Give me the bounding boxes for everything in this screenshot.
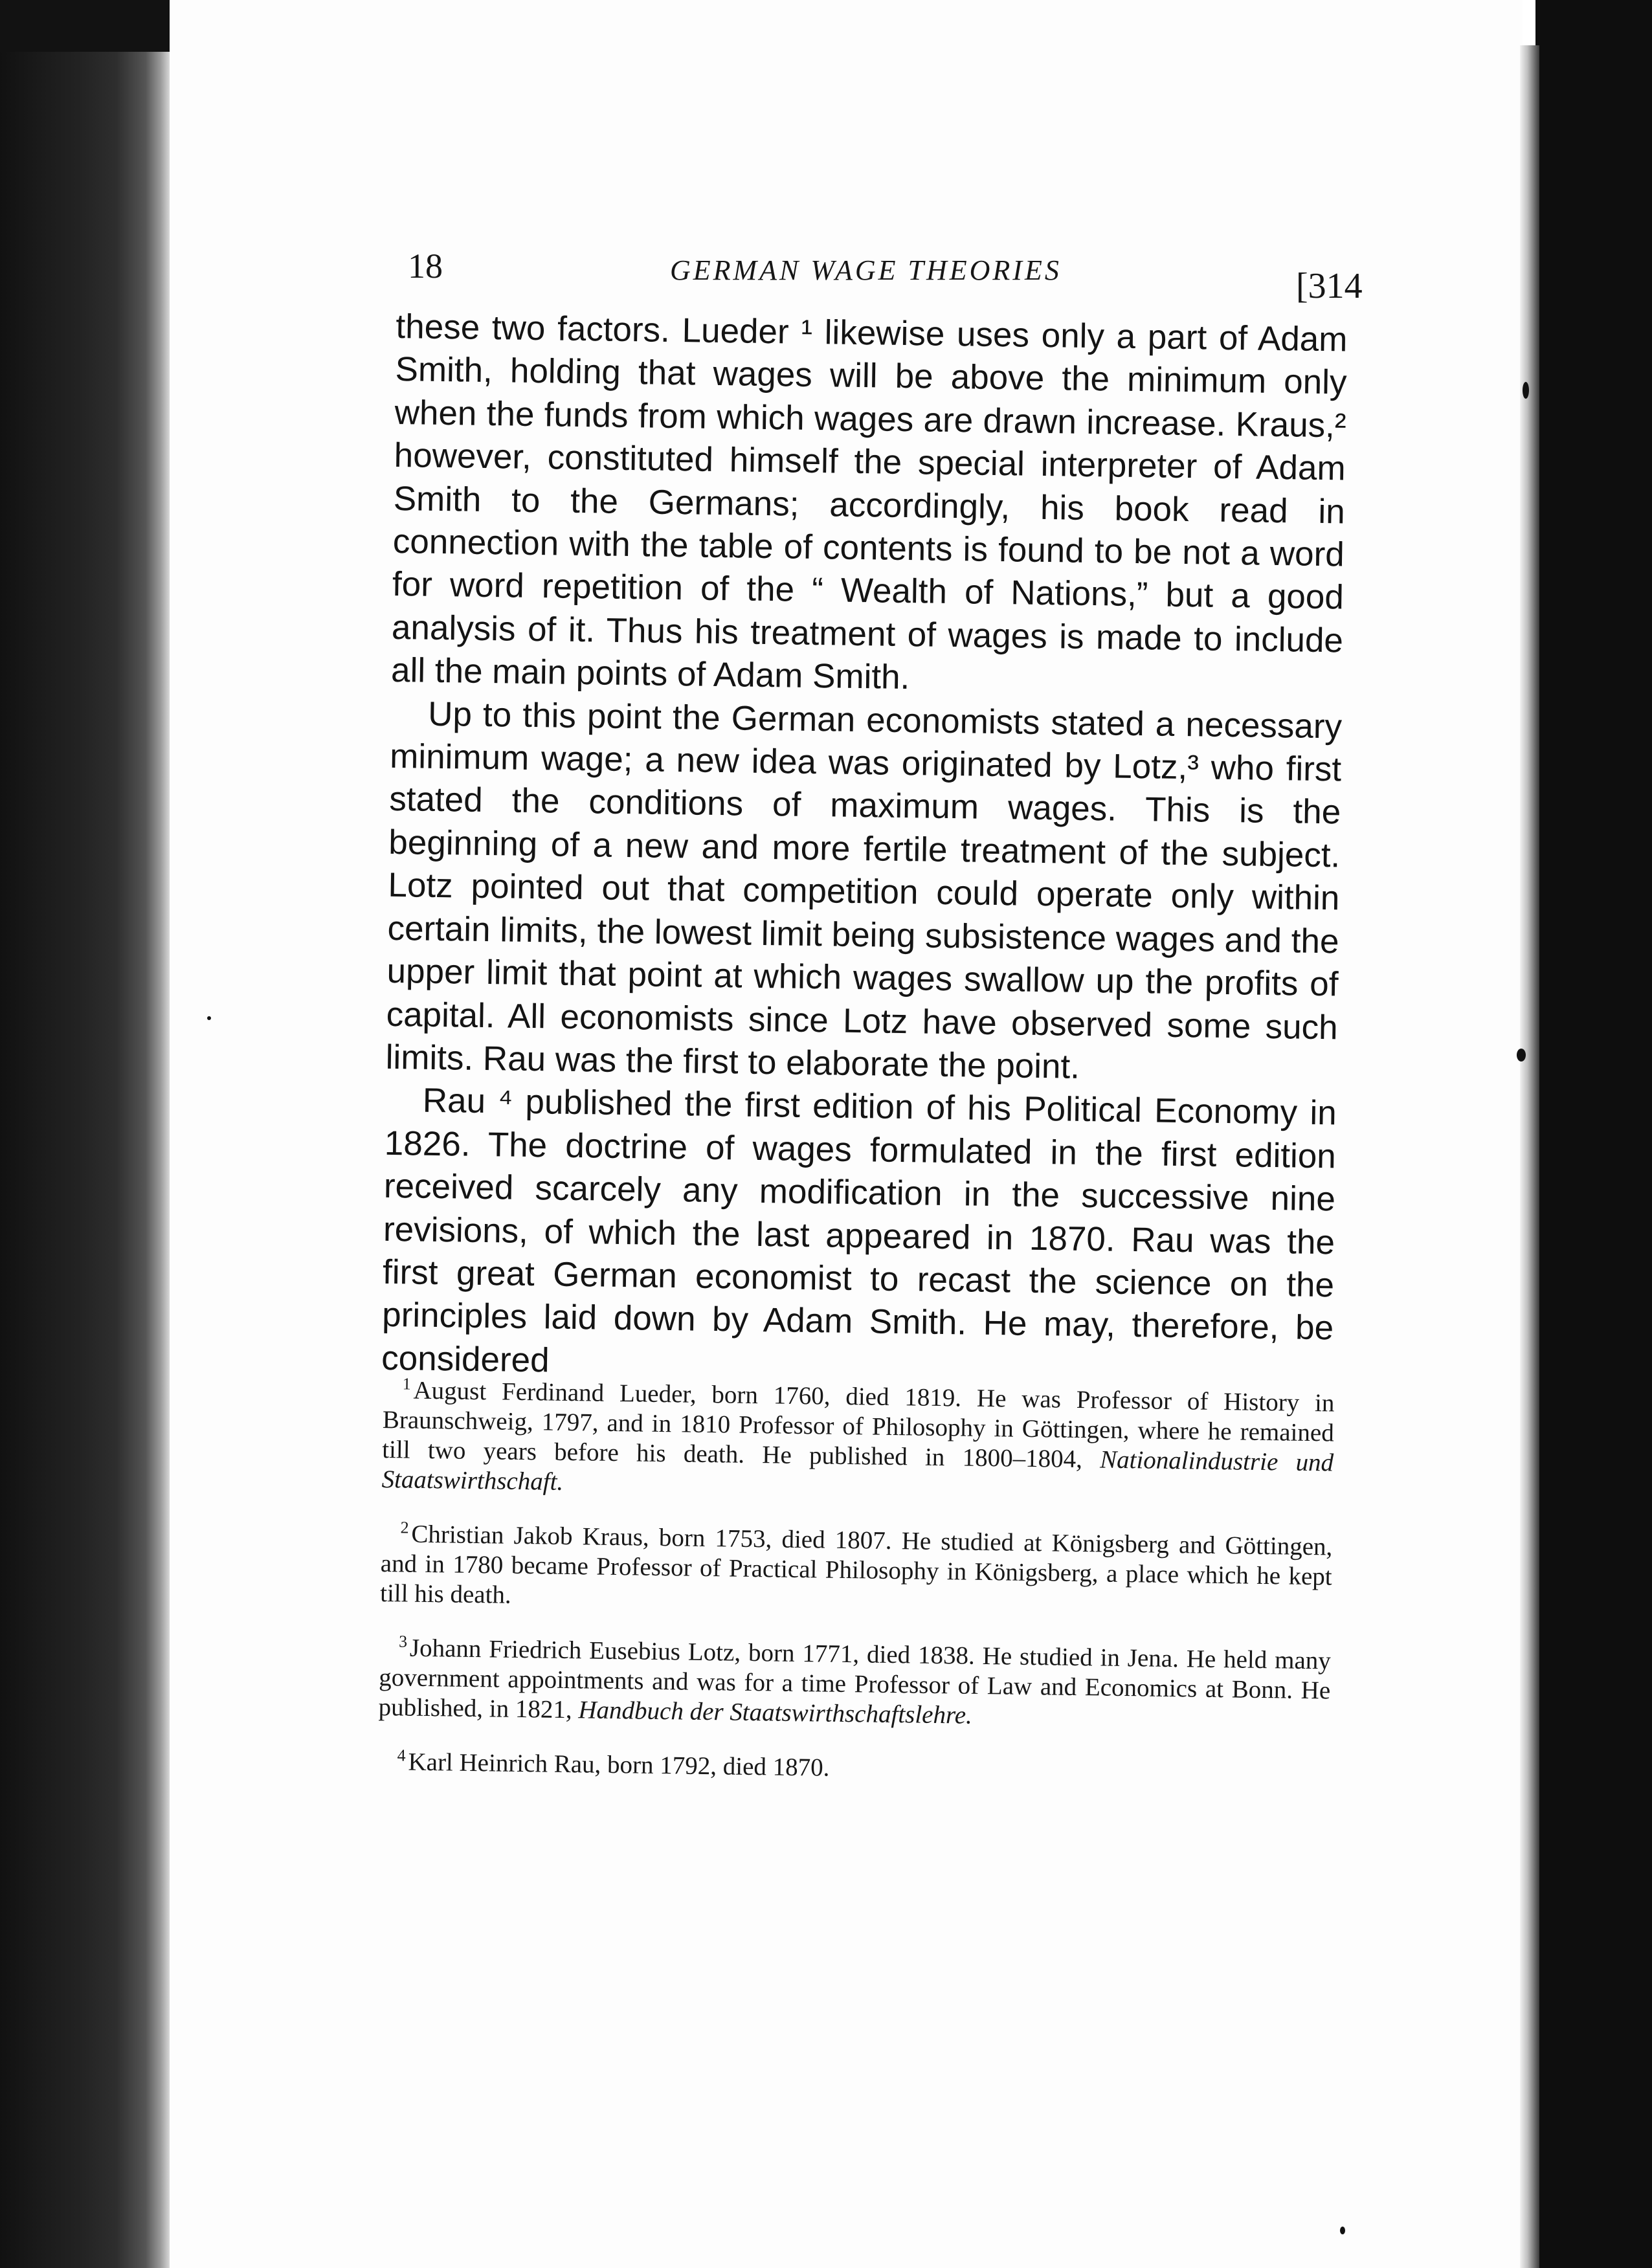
footnote-2 — [380, 1513, 1333, 1622]
running-title: GERMAN WAGE THEORIES — [670, 254, 1062, 286]
scan-speck — [1340, 2227, 1345, 2234]
page-number: 18 — [408, 247, 443, 285]
scan-speck — [207, 1016, 211, 1020]
main-text — [381, 306, 1348, 1394]
page-header — [408, 246, 1366, 304]
left-scan-corner — [0, 0, 175, 52]
right-scan-margin — [1535, 0, 1652, 2268]
paragraph-3: Rau ⁴ published the first edition of his Political Economy in 1826. The doctrine of wages formulated in the first edition received scarcely any modification in the successive nine revisions, of which the last appeared in 1870. Rau was the first great German economist to recast the science on the principles laid down by Adam Smith. He may, therefore, be considered — [381, 1082, 1337, 1380]
paragraph-2: Up to this point the German economists stated a necessary minimum wage; a new idea was originated by Lotz,³ who first stated the conditions of maximum wages. This is the beginning of a new and more fertile treatment of the subject. Lotz pointed out that competition could operate only within certain limits, the lowest limit being subsistence wages and the upper limit that point at which wages swallow up the profits of capital. All economists since Lotz have observed some such limits. Rau was the first to elaborate the point. — [385, 695, 1343, 1086]
original-page-number: [314 — [1296, 266, 1363, 306]
footnote-book-title: Nationalindustrie und Staatswirthschaft. — [381, 1445, 1334, 1496]
footnote-4 — [377, 1740, 1330, 1790]
footnote-text: Christian Jakob Kraus, born 1753, died 1807. He studied at Königsberg and Göttingen, and in 1780 became Professor of Practical Philosophy in Königsberg, a place which he kept till his death. — [379, 1520, 1333, 1609]
footnote-mark: 4 — [397, 1746, 406, 1765]
footnote-mark: 2 — [400, 1518, 409, 1537]
footnote-text: Johann Friedrich Eusebius Lotz, born 1771, died 1838. He studied in Jena. He held many government appointments and was for a time Professor of Law and Economics at Bonn. He published, in 1821, — [378, 1634, 1332, 1724]
left-scan-margin — [0, 0, 170, 2268]
page-edge-shadow — [1520, 45, 1539, 2268]
footnote-text: Karl Heinrich Rau, born 1792, died 1870. — [408, 1748, 830, 1782]
footnote-book-title: Handbuch der Staatswirthschaftslehre. — [578, 1696, 973, 1729]
footnote-mark: 3 — [398, 1632, 408, 1651]
paragraph-1: these two factors. Lueder ¹ likewise uses only a part of Adam Smith, holding that wages will be above the minimum only when the funds from which wages are drawn increase. Kraus,² however, constituted himself the special interpreter of Adam Smith to the Germans; accordingly, his book read in connection with the table of contents is found to be not a word for word repetition of the “ Wealth of Nations,” but a good analysis of it. Thus his treatment of wages is made to include all the main points of Adam Smith. — [390, 307, 1348, 697]
footnote-1 — [381, 1369, 1335, 1508]
footnote-3 — [378, 1627, 1331, 1736]
scan-speck — [1517, 1049, 1526, 1062]
footnote-text: August Ferdinand Lueder, born 1760, died 1819. He was Professor of History in Braunschweig, 1797, and in 1810 Professor of Philosophy in Göttingen, where he remained till two years before his death. He published in 1800–1804, — [381, 1376, 1335, 1474]
footnotes — [377, 1369, 1335, 1808]
footnote-mark: 1 — [402, 1374, 411, 1394]
scan-speck — [1523, 382, 1529, 399]
